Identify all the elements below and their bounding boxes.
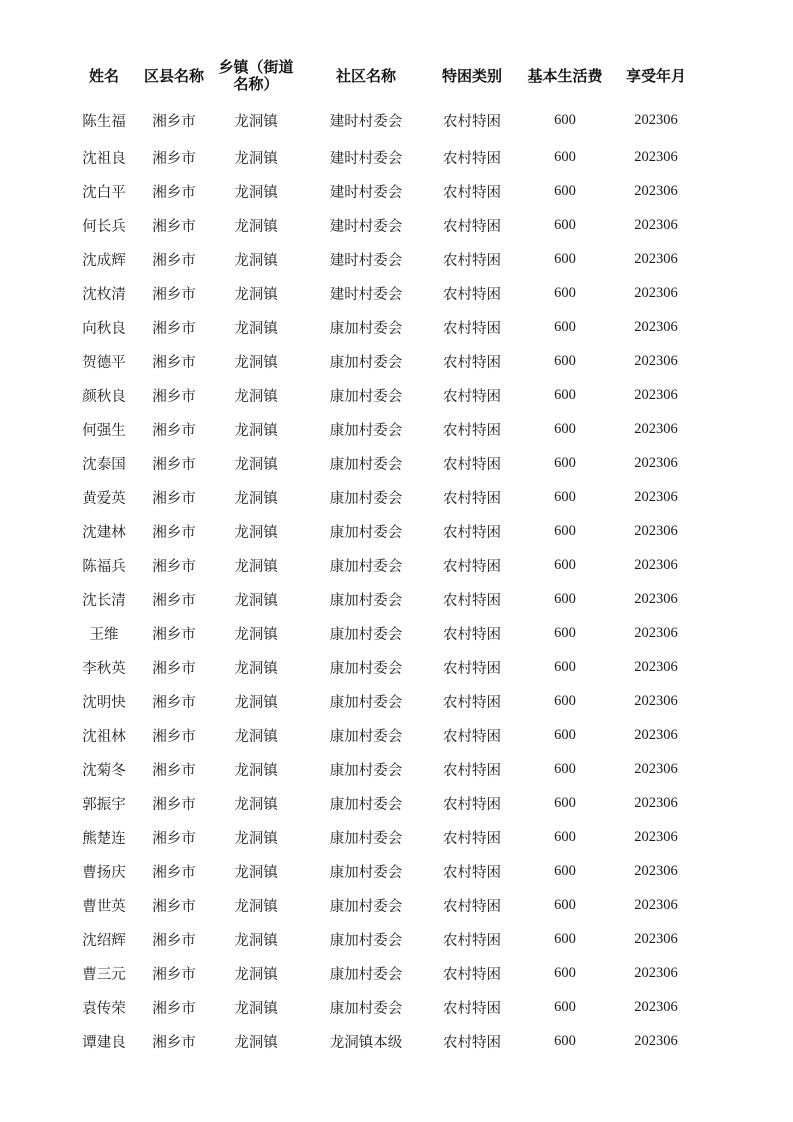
cell-fee: 600 [554,828,576,845]
cell-community: 建时村委会 [329,252,403,269]
table-row [68,820,698,854]
cell-type: 农村特困 [443,592,501,609]
cell-town: 龙洞镇 [234,694,278,711]
cell-fee: 600 [554,148,576,165]
cell-name: 沈白平 [82,184,126,201]
cell-name: 曹扬庆 [82,864,126,881]
cell-county: 湘乡市 [152,252,196,269]
cell-community: 康加村委会 [329,762,403,779]
cell-fee: 600 [554,216,576,233]
table-row [68,990,698,1024]
column-header-type: 特困类别 [441,66,502,85]
cell-fee: 600 [554,862,576,879]
cell-county: 湘乡市 [152,524,196,541]
cell-month: 202306 [634,148,678,165]
column-header-name: 姓名 [88,66,119,85]
cell-fee: 600 [554,352,576,369]
cell-fee: 600 [554,284,576,301]
cell-type: 农村特困 [443,1000,501,1017]
cell-type: 农村特困 [443,320,501,337]
cell-county: 湘乡市 [152,1034,196,1051]
table-row [68,140,698,174]
cell-type: 农村特困 [443,150,501,167]
table-row [68,786,698,820]
cell-month: 202306 [634,352,678,369]
cell-county: 湘乡市 [152,762,196,779]
table-row [68,956,698,990]
cell-county: 湘乡市 [152,626,196,643]
table-row [68,854,698,888]
cell-county: 湘乡市 [152,932,196,949]
cell-community: 康加村委会 [329,388,403,405]
cell-community: 龙洞镇本级 [329,1034,403,1051]
cell-month: 202306 [634,522,678,539]
cell-month: 202306 [634,726,678,743]
cell-community: 康加村委会 [329,524,403,541]
table-row [68,1024,698,1058]
cell-town: 龙洞镇 [234,252,278,269]
cell-fee: 600 [554,420,576,437]
cell-community: 康加村委会 [329,830,403,847]
cell-name: 袁传荣 [82,1000,126,1017]
beneficiary-table [68,52,698,1058]
cell-community: 康加村委会 [329,490,403,507]
cell-type: 农村特困 [443,762,501,779]
column-header-community: 社区名称 [335,66,396,85]
cell-town: 龙洞镇 [234,1000,278,1017]
cell-fee: 600 [554,998,576,1015]
table-row [68,616,698,650]
cell-fee: 600 [554,896,576,913]
cell-type: 农村特困 [443,184,501,201]
cell-fee: 600 [554,760,576,777]
cell-name: 沈绍辉 [82,932,126,949]
cell-town: 龙洞镇 [234,626,278,643]
cell-name: 向秋良 [82,320,126,337]
cell-town: 龙洞镇 [234,456,278,473]
cell-fee: 600 [554,386,576,403]
cell-town: 龙洞镇 [234,150,278,167]
table-row [68,344,698,378]
cell-type: 农村特困 [443,660,501,677]
cell-town: 龙洞镇 [234,388,278,405]
table-body [68,100,698,1058]
cell-town: 龙洞镇 [234,558,278,575]
cell-name: 郭振宇 [82,796,126,813]
cell-community: 建时村委会 [329,113,403,130]
cell-community: 康加村委会 [329,966,403,983]
cell-type: 农村特困 [443,932,501,949]
cell-county: 湘乡市 [152,286,196,303]
table-row [68,514,698,548]
cell-community: 建时村委会 [329,184,403,201]
cell-month: 202306 [634,182,678,199]
cell-month: 202306 [634,658,678,675]
cell-town: 龙洞镇 [234,796,278,813]
cell-name: 何强生 [82,422,126,439]
cell-county: 湘乡市 [152,592,196,609]
cell-town: 龙洞镇 [234,830,278,847]
cell-fee: 600 [554,726,576,743]
cell-community: 康加村委会 [329,898,403,915]
cell-community: 康加村委会 [329,1000,403,1017]
cell-month: 202306 [634,862,678,879]
cell-town: 龙洞镇 [234,728,278,745]
column-header-county: 区县名称 [143,66,204,85]
cell-type: 农村特困 [443,286,501,303]
cell-town: 龙洞镇 [234,864,278,881]
cell-town: 龙洞镇 [234,932,278,949]
cell-county: 湘乡市 [152,388,196,405]
cell-month: 202306 [634,284,678,301]
cell-type: 农村特困 [443,422,501,439]
cell-town: 龙洞镇 [234,184,278,201]
cell-fee: 600 [554,522,576,539]
cell-fee: 600 [554,930,576,947]
cell-name: 曹三元 [82,966,126,983]
cell-fee: 600 [554,1032,576,1049]
cell-county: 湘乡市 [152,422,196,439]
cell-community: 康加村委会 [329,864,403,881]
table-row [68,650,698,684]
cell-month: 202306 [634,590,678,607]
cell-fee: 600 [554,590,576,607]
cell-county: 湘乡市 [152,864,196,881]
cell-county: 湘乡市 [152,150,196,167]
cell-county: 湘乡市 [152,354,196,371]
cell-town: 龙洞镇 [234,1034,278,1051]
cell-name: 沈泰国 [82,456,126,473]
table-row [68,446,698,480]
cell-county: 湘乡市 [152,796,196,813]
cell-fee: 600 [554,182,576,199]
cell-community: 康加村委会 [329,422,403,439]
cell-town: 龙洞镇 [234,286,278,303]
cell-name: 陈生福 [82,113,126,130]
cell-town: 龙洞镇 [234,524,278,541]
cell-town: 龙洞镇 [234,422,278,439]
table-row [68,310,698,344]
table-row [68,888,698,922]
cell-month: 202306 [634,624,678,641]
cell-community: 建时村委会 [329,150,403,167]
cell-community: 康加村委会 [329,694,403,711]
cell-month: 202306 [634,692,678,709]
cell-month: 202306 [634,896,678,913]
cell-county: 湘乡市 [152,558,196,575]
cell-town: 龙洞镇 [234,490,278,507]
cell-month: 202306 [634,216,678,233]
cell-county: 湘乡市 [152,694,196,711]
cell-town: 龙洞镇 [234,966,278,983]
cell-name: 李秋英 [82,660,126,677]
cell-name: 曹世英 [82,898,126,915]
cell-town: 龙洞镇 [234,898,278,915]
cell-county: 湘乡市 [152,320,196,337]
cell-type: 农村特困 [443,524,501,541]
cell-name: 贺德平 [82,354,126,371]
cell-fee: 600 [554,488,576,505]
cell-month: 202306 [634,318,678,335]
cell-community: 康加村委会 [329,320,403,337]
cell-community: 康加村委会 [329,558,403,575]
cell-fee: 600 [554,318,576,335]
cell-name: 沈明快 [82,694,126,711]
cell-name: 熊楚连 [82,830,126,847]
cell-town: 龙洞镇 [234,762,278,779]
table-row [68,412,698,446]
cell-county: 湘乡市 [152,456,196,473]
cell-name: 沈长清 [82,592,126,609]
table-row [68,684,698,718]
cell-type: 农村特困 [443,558,501,575]
cell-name: 谭建良 [82,1034,126,1051]
table-row [68,582,698,616]
cell-name: 沈祖良 [82,150,126,167]
cell-name: 沈成辉 [82,252,126,269]
cell-fee: 600 [554,692,576,709]
cell-name: 沈枚清 [82,286,126,303]
cell-type: 农村特困 [443,490,501,507]
cell-month: 202306 [634,111,678,128]
table-row [68,242,698,276]
cell-name: 黄爱英 [82,490,126,507]
table-row [68,480,698,514]
table-row [68,378,698,412]
cell-type: 农村特困 [443,830,501,847]
cell-month: 202306 [634,964,678,981]
cell-month: 202306 [634,998,678,1015]
cell-month: 202306 [634,794,678,811]
cell-town: 龙洞镇 [234,320,278,337]
cell-community: 建时村委会 [329,218,403,235]
cell-name: 陈福兵 [82,558,126,575]
cell-name: 沈菊冬 [82,762,126,779]
cell-type: 农村特困 [443,694,501,711]
cell-month: 202306 [634,454,678,471]
cell-month: 202306 [634,1032,678,1049]
cell-month: 202306 [634,556,678,573]
cell-type: 农村特困 [443,728,501,745]
column-header-fee: 基本生活费 [527,66,603,85]
cell-community: 康加村委会 [329,932,403,949]
cell-name: 沈祖林 [82,728,126,745]
cell-name: 王维 [89,626,119,643]
cell-community: 康加村委会 [329,592,403,609]
table-row [68,718,698,752]
table-row [68,548,698,582]
cell-community: 康加村委会 [329,796,403,813]
cell-type: 农村特困 [443,966,501,983]
cell-town: 龙洞镇 [234,354,278,371]
cell-fee: 600 [554,794,576,811]
cell-community: 康加村委会 [329,456,403,473]
cell-type: 农村特困 [443,864,501,881]
table-row [68,174,698,208]
cell-community: 康加村委会 [329,354,403,371]
cell-community: 康加村委会 [329,728,403,745]
cell-town: 龙洞镇 [234,113,278,130]
cell-county: 湘乡市 [152,218,196,235]
cell-fee: 600 [554,250,576,267]
cell-fee: 600 [554,658,576,675]
cell-town: 龙洞镇 [234,592,278,609]
cell-month: 202306 [634,828,678,845]
cell-fee: 600 [554,556,576,573]
cell-type: 农村特困 [443,388,501,405]
cell-type: 农村特困 [443,113,501,130]
cell-month: 202306 [634,250,678,267]
cell-community: 康加村委会 [329,660,403,677]
cell-type: 农村特困 [443,626,501,643]
table-row [68,276,698,310]
table-row [68,100,698,140]
cell-county: 湘乡市 [152,113,196,130]
cell-county: 湘乡市 [152,728,196,745]
cell-type: 农村特困 [443,354,501,371]
cell-month: 202306 [634,386,678,403]
column-header-month: 享受年月 [625,66,686,85]
table-row [68,922,698,956]
cell-type: 农村特困 [443,252,501,269]
cell-fee: 600 [554,624,576,641]
cell-county: 湘乡市 [152,830,196,847]
cell-name: 颜秋良 [82,388,126,405]
cell-community: 建时村委会 [329,286,403,303]
table-row [68,752,698,786]
cell-type: 农村特困 [443,456,501,473]
cell-fee: 600 [554,454,576,471]
table-row [68,208,698,242]
cell-town: 龙洞镇 [234,218,278,235]
column-header-town: 乡镇（街道 名称） [218,58,294,93]
cell-type: 农村特困 [443,1034,501,1051]
cell-county: 湘乡市 [152,490,196,507]
cell-type: 农村特困 [443,796,501,813]
cell-month: 202306 [634,420,678,437]
cell-county: 湘乡市 [152,184,196,201]
cell-type: 农村特困 [443,898,501,915]
cell-month: 202306 [634,488,678,505]
cell-town: 龙洞镇 [234,660,278,677]
cell-type: 农村特困 [443,218,501,235]
cell-fee: 600 [554,964,576,981]
cell-month: 202306 [634,760,678,777]
cell-county: 湘乡市 [152,660,196,677]
cell-name: 沈建林 [82,524,126,541]
cell-month: 202306 [634,930,678,947]
cell-name: 何长兵 [82,218,126,235]
cell-county: 湘乡市 [152,1000,196,1017]
table-header-row [68,52,698,100]
cell-county: 湘乡市 [152,966,196,983]
cell-community: 康加村委会 [329,626,403,643]
cell-fee: 600 [554,111,576,128]
cell-county: 湘乡市 [152,898,196,915]
